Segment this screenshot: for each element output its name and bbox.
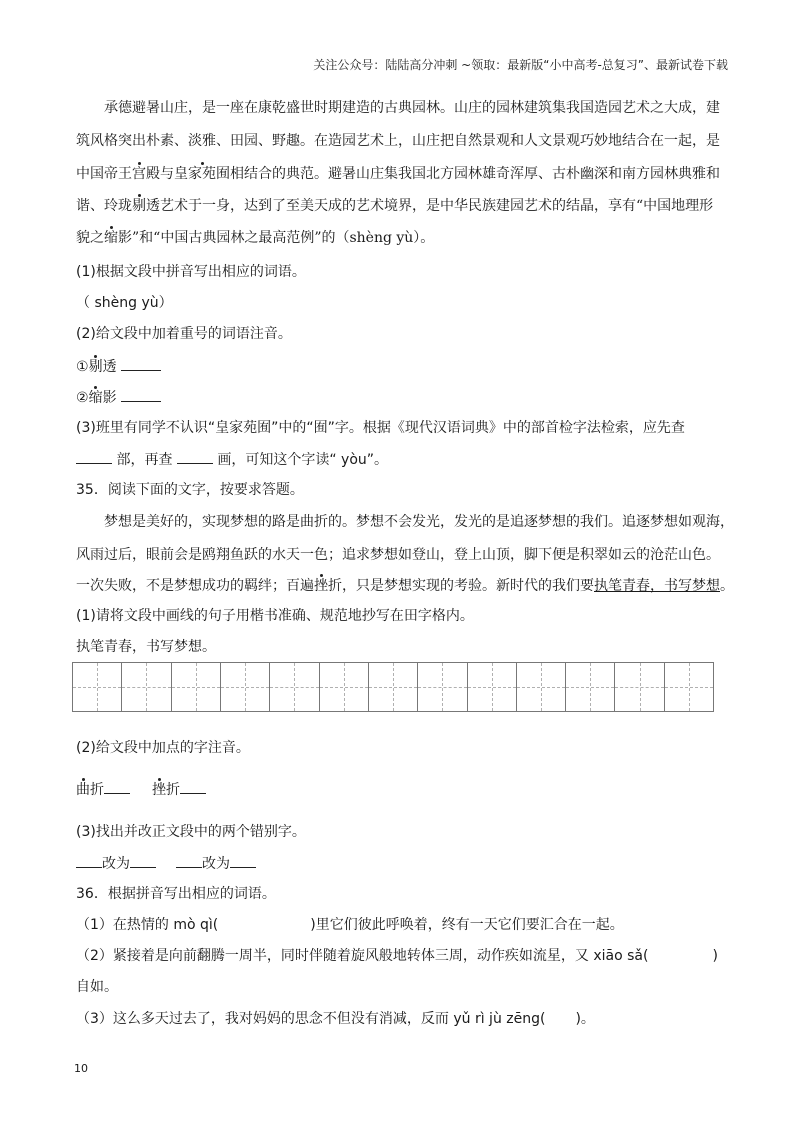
answer-blank[interactable] <box>121 356 161 371</box>
q36-sentence-3: （3）这么多天过去了，我对妈妈的思念不但没有消减，反而 yǔ rì jù zēng( )。 <box>76 1011 595 1027</box>
q35-pinyin-items: 曲折 挫折 <box>76 779 730 800</box>
q35-corrections: 改为 改为 <box>76 853 730 874</box>
grid-cell[interactable] <box>369 663 418 711</box>
grid-cell[interactable] <box>418 663 467 711</box>
answer-blank[interactable] <box>180 779 206 794</box>
answer-blank[interactable] <box>176 853 202 868</box>
grid-cell[interactable] <box>566 663 615 711</box>
q36-title: 36．根据拼音写出相应的词语。 <box>76 886 276 902</box>
q36-sentence-2-cont: 自如。 <box>76 979 118 995</box>
answer-blank[interactable] <box>230 853 256 868</box>
tianzige-grid[interactable] <box>72 662 714 712</box>
grid-cell[interactable] <box>270 663 319 711</box>
answer-blank[interactable] <box>121 387 161 402</box>
answer-blank[interactable] <box>177 449 213 464</box>
q34-item-1: ①剔透 <box>76 356 730 377</box>
answer-blank[interactable] <box>104 779 130 794</box>
grid-cell[interactable] <box>122 663 171 711</box>
underlined-sentence: 执笔青春，书写梦想 <box>594 578 720 594</box>
page-number: 10 <box>74 1062 88 1075</box>
grid-cell[interactable] <box>172 663 221 711</box>
grid-cell[interactable] <box>73 663 122 711</box>
answer-blank[interactable] <box>130 853 156 868</box>
q34-part3: (3)班里有同学不认识“皇家苑囿”中的“囿”字。根据《现代汉语词典》中的部首检字法检索，应先查 <box>76 420 685 436</box>
passage1-line-3: 中国帝王宫殿与皇家苑囿相结合的典范。避暑山庄集我国北方园林雄奇浑厚、古朴幽深和南方园林典雅和 <box>76 166 720 182</box>
q35-title: 35．阅读下面的文字，按要求答题。 <box>76 482 304 498</box>
grid-cell[interactable] <box>517 663 566 711</box>
page-header: 关注公众号：陆陆高分冲刺 ~领取：最新版“小中高考-总复习”、最新试卷下载 <box>313 58 728 72</box>
q36-sentence-2: （2）紧接着是向前翻腾一周半，同时伴随着旋风般地转体三周，动作疾如流星，又 xiāo sǎ( ) <box>76 948 718 964</box>
passage1-line-2: 筑风格突出朴素、淡雅、田园、野趣。在造园艺术上，山庄把自然景观和人文景观巧妙地结合在一起，是 <box>76 133 720 149</box>
answer-blank[interactable] <box>76 449 112 464</box>
grid-cell[interactable] <box>665 663 713 711</box>
q34-item-2: ②缩影 <box>76 387 730 408</box>
q34-pinyin: （ shèng yù） <box>76 295 173 311</box>
q35-copy-text: 执笔青春，书写梦想。 <box>76 639 216 655</box>
q34-part2: (2)给文段中加着重号的词语注音。 <box>76 326 292 342</box>
q35-line-3: 一次失败，不是梦想成功的羁绊；百遍挫折，只是梦想实现的考验。新时代的我们要执笔青春，书写梦想。 <box>76 578 734 594</box>
q36-sentence-1: （1）在热情的 mò qì( )里它们彼此呼唤着，终有一天它们要汇合在一起。 <box>76 917 624 933</box>
q34-part3-cont: 部，再查 画，可知这个字读“ yòu”。 <box>76 449 730 470</box>
grid-cell[interactable] <box>615 663 664 711</box>
q35-part2: (2)给文段中加点的字注音。 <box>76 740 250 756</box>
grid-cell[interactable] <box>221 663 270 711</box>
q35-line-1: 梦想是美好的，实现梦想的路是曲折的。梦想不会发光，发光的是追逐梦想的我们。追逐梦想如观海， <box>104 514 734 530</box>
passage1-line-1: 承德避暑山庄，是一座在康乾盛世时期建造的古典园林。山庄的园林建筑集我国造园艺术之大成，建 <box>104 100 720 116</box>
grid-cell[interactable] <box>468 663 517 711</box>
grid-cell[interactable] <box>320 663 369 711</box>
q34-part1: (1)根据文段中拼音写出相应的词语。 <box>76 264 306 280</box>
q35-line-2: 风雨过后，眼前会是鸥翔鱼跃的水天一色；追求梦想如登山，登上山顶，脚下便是积翠如云的沧茫山色。 <box>76 547 720 563</box>
answer-blank[interactable] <box>76 853 102 868</box>
q35-part3: (3)找出并改正文段中的两个错别字。 <box>76 824 306 840</box>
passage1-line-4: 谐、玲珑剔透艺术于一身，达到了至美天成的艺术境界，是中华民族建园艺术的结晶，享有“中国地理形 <box>76 198 714 214</box>
q35-part1: (1)请将文段中画线的句子用楷书准确、规范地抄写在田字格内。 <box>76 608 474 624</box>
passage1-line-5: 貌之缩影”和“中国古典园林之最高范例”的（shèng yù）。 <box>76 230 435 246</box>
